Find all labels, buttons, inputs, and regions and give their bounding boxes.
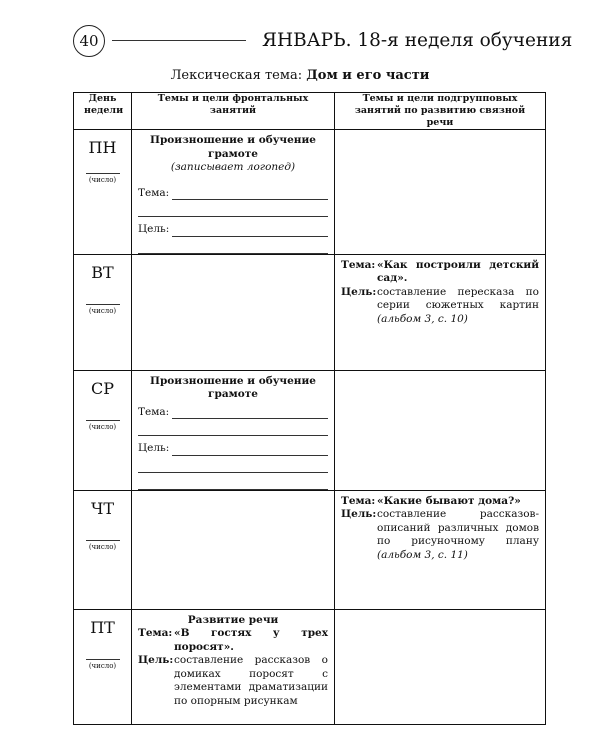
date-field[interactable] (86, 304, 120, 305)
tema-input-line-2[interactable] (138, 202, 328, 217)
cel-label: Цель: (138, 442, 170, 454)
header-rule (112, 40, 246, 41)
lexical-topic-value: Дом и его части (306, 68, 430, 83)
group-tema-label: Тема: (341, 258, 376, 271)
day-cell-tue (74, 254, 132, 370)
day-label: ВТ (91, 262, 114, 282)
tema-input-line[interactable] (172, 407, 328, 419)
tema-input-line-2[interactable] (138, 421, 328, 436)
date-field[interactable] (86, 659, 120, 660)
frontal-title: Произношение и обучение грамоте (150, 134, 316, 160)
date-field[interactable] (86, 173, 120, 174)
frontal-title: Развитие речи (187, 613, 279, 626)
date-note: (число) (88, 661, 117, 670)
table-row-mon (74, 130, 546, 255)
date-field[interactable] (86, 540, 120, 541)
day-cell-mon (74, 130, 132, 255)
cel-input-line[interactable] (172, 444, 328, 456)
tema-label: Тема: (138, 186, 170, 199)
group-cell-tue (335, 254, 546, 370)
tema-label: Тема: (138, 405, 170, 418)
table-row-tue (74, 254, 546, 370)
date-note: (число) (88, 422, 117, 431)
date-note: (число) (88, 176, 117, 184)
table-row-fri (74, 609, 546, 724)
day-cell-fri (74, 609, 132, 724)
group-tema: «Какие бывают дома?» (377, 494, 521, 507)
group-cell-wed (335, 370, 546, 490)
frontal-cell-thu (132, 490, 335, 609)
frontal-title: Произношение и обучение грамоте (150, 374, 316, 400)
group-cel-label: Цель: (341, 508, 377, 520)
column-header-group: Темы и цели подгрупповых занятий по развитию связной речи (335, 93, 546, 130)
weekly-plan-table (73, 92, 546, 725)
day-label: ПН (88, 138, 117, 157)
page-number: 40 (73, 25, 105, 57)
cel-input-line-3[interactable] (138, 475, 328, 490)
group-tema: «Как построили детский сад». (377, 258, 539, 284)
group-cell-thu (335, 490, 546, 609)
frontal-tema: «В гостях у трех поросят». (174, 627, 328, 653)
day-label: ПТ (90, 617, 115, 637)
group-cell-fri (335, 609, 546, 724)
page-title: ЯНВАРЬ. 18-я неделя обучения (262, 30, 573, 51)
group-tema-label: Тема: (341, 494, 376, 507)
group-cel: составление пересказа по серии сюжетных картин (377, 285, 539, 311)
date-note: (число) (88, 306, 117, 315)
frontal-cel-label: Цель: (138, 654, 174, 666)
tema-input-line[interactable] (172, 188, 328, 200)
table-row-wed (74, 370, 546, 490)
group-cel: составление рассказов-описаний различных домов по рисуночному плану (377, 508, 539, 547)
frontal-subtitle: (записывает логопед) (170, 161, 296, 173)
frontal-cell-wed (132, 370, 335, 490)
cel-input-line[interactable] (172, 225, 328, 237)
date-field[interactable] (86, 420, 120, 421)
day-label: СР (90, 378, 114, 398)
table-row-thu (74, 490, 546, 609)
frontal-cell-tue (132, 254, 335, 370)
cel-input-line-2[interactable] (138, 458, 328, 473)
date-note: (число) (88, 542, 117, 551)
day-label: ЧТ (90, 498, 115, 518)
cel-label: Цель: (138, 223, 170, 235)
group-cel-ref: (альбом 3, с. 11) (377, 548, 468, 561)
day-cell-wed (74, 370, 132, 490)
table-header-row (74, 93, 546, 130)
lexical-topic (0, 68, 600, 83)
cel-input-line-2[interactable] (138, 239, 328, 254)
day-cell-thu (74, 490, 132, 609)
lexical-topic-label: Лексическая тема: (170, 68, 307, 83)
column-header-day: День недели (74, 93, 132, 130)
frontal-cell-mon (132, 130, 335, 255)
column-header-frontal: Темы и цели фронтальных занятий (132, 93, 335, 130)
group-cell-mon (335, 130, 546, 255)
frontal-tema-label: Тема: (138, 627, 173, 639)
group-cel-label: Цель: (341, 285, 377, 298)
frontal-cell-fri (132, 609, 335, 724)
group-cel-ref: (альбом 3, с. 10) (377, 312, 468, 325)
frontal-cel: составление рассказов о домиках поросят с элементами драматизации по опорным рисункам (174, 654, 328, 707)
